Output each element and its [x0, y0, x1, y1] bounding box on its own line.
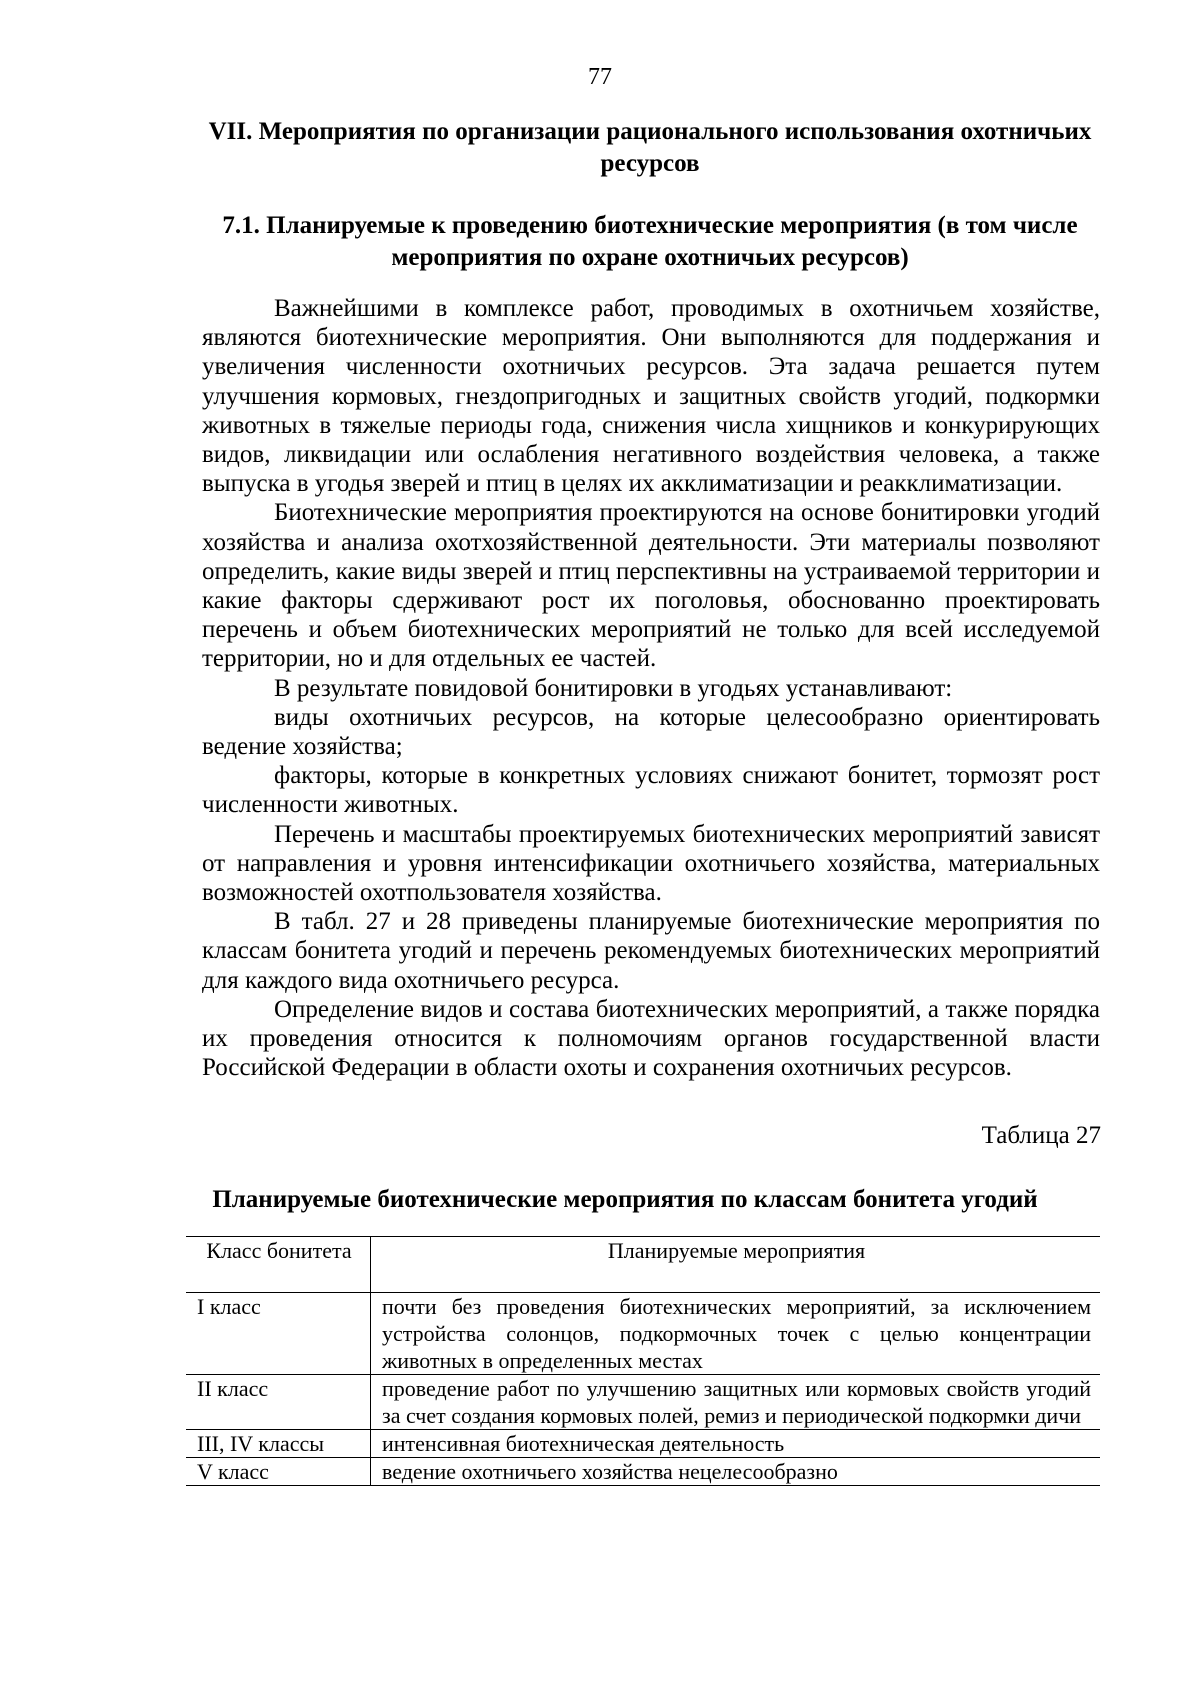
table-cell-measures: почти без проведения биотехнических мероприятий, за исключением устройства солонцов, подкормочных точек с целью концентрации животных в определенных местах: [371, 1293, 1101, 1375]
table-row: [186, 1375, 1100, 1430]
section-title: VII. Мероприятия по организации рационального использования охотничьих ресурсов: [208, 118, 1092, 177]
bonitet-table: [186, 1236, 1100, 1486]
column-header-measures: Планируемые мероприятия: [371, 1237, 1101, 1293]
page-number: 77: [588, 64, 612, 90]
table-cell-measures: интенсивная биотехническая деятельность: [371, 1430, 1101, 1458]
table-row: [186, 1458, 1100, 1486]
table-row: [186, 1293, 1100, 1375]
column-header-class: Класс бонитета: [186, 1237, 371, 1293]
table-row: [186, 1430, 1100, 1458]
paragraph: Важнейшими в комплексе работ, проводимых в охотничьем хозяйстве, являются биотехнические мероприятия. Они выполняются для поддержания и увеличения численности охотничьих ресурсов. Эта задача решается путем улучшения кормовых, гнездопригодных и защитных свойств угодий, подкормки животных в тяжелые периоды года, снижения числа хищников и конкурирующих видов, ликвидации или ослабления негативного воздействия человека, а также выпуска в угодья зверей и птиц в целях их акклиматизации и реакклиматизации.: [202, 295, 1100, 498]
paragraph: Биотехнические мероприятия проектируются на основе бонитировки угодий хозяйства и анализа охотхозяйственной деятельности. Эти материалы позволяют определить, какие виды зверей и птиц перспективны на устраиваемой территории и какие факторы сдерживают рост их поголовья, обоснованно проектировать перечень и объем биотехнических мероприятий не только для всей исследуемой территории, но и для отдельных ее частей.: [202, 499, 1100, 673]
paragraph: Определение видов и состава биотехнических мероприятий, а также порядка их проведения относится к полномочиям органов государственной власти Российской Федерации в области охоты и сохранения охотничьих ресурсов.: [202, 995, 1100, 1082]
table-cell-class: V класс: [186, 1458, 371, 1486]
table-cell-class: III, IV классы: [186, 1430, 371, 1458]
body-text: [202, 294, 1100, 1082]
table-cell-class: II класс: [186, 1375, 371, 1430]
paragraph: В табл. 27 и 28 приведены планируемые биотехнические мероприятия по классам бонитета угодий и перечень рекомендуемых биотехнических мероприятий для каждого вида охотничьего ресурса.: [202, 908, 1100, 994]
table-cell-measures: проведение работ по улучшению защитных или кормовых свойств угодий за счет создания кормовых полей, ремиз и периодической подкормки дичи: [371, 1375, 1101, 1430]
paragraph: В результате повидовой бонитировки в угодьях устанавливают:: [274, 674, 953, 702]
paragraph: факторы, которые в конкретных условиях снижают бонитет, тормозят рост численности животных.: [202, 762, 1100, 819]
table-cell-measures: ведение охотничьего хозяйства нецелесообразно: [371, 1458, 1101, 1486]
subsection-title: 7.1. Планируемые к проведению биотехнические мероприятия (в том числе мероприятия по охране охотничьих ресурсов): [222, 212, 1078, 271]
paragraph: Перечень и масштабы проектируемых биотехнических мероприятий зависят от направления и уровня интенсификации охотничьего хозяйства, материальных возможностей охотпользователя хозяйства.: [202, 820, 1100, 907]
table-title: Планируемые биотехнические мероприятия по классам бонитета угодий: [212, 1186, 1038, 1213]
paragraph: виды охотничьих ресурсов, на которые целесообразно ориентировать ведение хозяйства;: [202, 703, 1100, 761]
table-cell-class: I класс: [186, 1293, 371, 1375]
table-header-row: [186, 1237, 1100, 1293]
table-label: Таблица 27: [981, 1122, 1101, 1149]
